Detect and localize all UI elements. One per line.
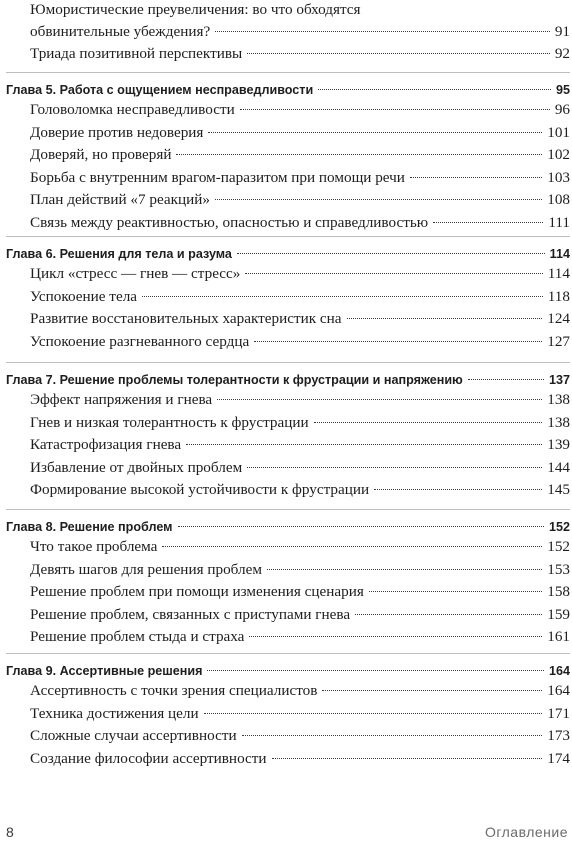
footer-section-title: Оглавление	[484, 824, 568, 840]
toc-entry[interactable]	[30, 627, 570, 647]
dot-leader	[272, 758, 543, 759]
dot-leader	[204, 713, 543, 714]
toc-chapter-heading[interactable]	[6, 80, 570, 100]
toc-entry-page: 152	[547, 538, 570, 555]
toc-chapter-heading-title: Глава 5. Работа с ощущением несправедливости	[6, 83, 314, 97]
toc-entry-page: 108	[547, 191, 570, 209]
toc-entry[interactable]	[30, 605, 570, 625]
toc-entry-title: Техника достижения цели	[30, 704, 199, 722]
toc-entry-page: 174	[547, 749, 570, 767]
toc-entry-title: Борьба с внутренним врагом-паразитом при помощи речи	[30, 168, 405, 186]
toc-entry-page: 124	[547, 310, 570, 328]
dot-leader	[245, 273, 542, 274]
dot-leader	[369, 591, 542, 592]
dot-leader	[217, 399, 542, 400]
dot-leader	[162, 546, 542, 547]
toc-continuation-line1	[30, 0, 570, 20]
toc-entry-page: 161	[547, 628, 570, 646]
toc-entry-title: обвинительные убеждения?	[30, 23, 211, 40]
footer-page-number: 8	[6, 824, 14, 840]
dot-leader	[410, 177, 542, 178]
toc-entry-title: Связь между реактивностью, опасностью и справедливостью	[30, 214, 429, 231]
dot-leader	[237, 253, 545, 254]
toc-chapter-heading-page: 114	[549, 247, 570, 261]
toc-entry-title: Доверяй, но проверяй	[30, 146, 172, 164]
toc-chapter-heading-page: 95	[555, 83, 570, 97]
toc-chapter-heading-title: Глава 9. Ассертивные решения	[6, 664, 203, 678]
toc-entry-page: 138	[547, 413, 570, 431]
dot-leader	[215, 31, 550, 32]
toc-entry-page: 158	[547, 583, 570, 601]
toc-entry[interactable]	[30, 100, 570, 120]
toc-chapter-heading[interactable]	[6, 661, 570, 681]
toc-entry-title: Успокоение разгневанного сердца	[30, 332, 250, 350]
toc-entry[interactable]	[30, 309, 570, 329]
toc-entry-title: Девять шагов для решения проблем	[30, 560, 262, 578]
toc-entry-page: 173	[547, 727, 570, 745]
toc-entry-title: Ассертивность с точки зрения специалистов	[30, 682, 318, 699]
toc-entry[interactable]	[30, 44, 570, 64]
toc-chapter-heading-page: 137	[548, 373, 570, 387]
toc-entry-page: 101	[547, 123, 570, 141]
toc-entry-page: 114	[547, 265, 570, 282]
dot-leader	[240, 109, 550, 110]
toc-entry-page: 118	[547, 287, 570, 305]
toc-entry[interactable]	[30, 749, 570, 769]
dot-leader	[433, 222, 543, 223]
toc-entry-title: Избавление от двойных проблем	[30, 458, 243, 476]
toc-entry-title: Цикл «стресс — гнев — стресс»	[30, 265, 241, 282]
toc-entry-title: Развитие восстановительных характеристик сна	[30, 310, 342, 328]
toc-entry-page: 171	[547, 704, 570, 722]
toc-entry-page: 102	[547, 146, 570, 164]
toc-entry-title: Решение проблем стыда и страха	[30, 628, 245, 646]
dot-leader	[374, 489, 542, 490]
toc-entry[interactable]	[30, 190, 570, 210]
toc-entry-title: Создание философии ассертивности	[30, 749, 267, 767]
toc-entry-title: Решение проблем при помощи изменения сценария	[30, 583, 364, 601]
toc-chapter-heading-title: Глава 7. Решение проблемы толерантности к фрустрации и напряжению	[6, 373, 463, 387]
dot-leader	[249, 636, 542, 637]
toc-entry-title: План действий «7 реакций»	[30, 191, 211, 209]
toc-entry[interactable]	[30, 435, 570, 455]
dot-leader	[347, 318, 543, 319]
dot-leader	[207, 670, 544, 671]
toc-entry[interactable]	[30, 458, 570, 478]
toc-entry[interactable]	[30, 168, 570, 188]
toc-chapter-heading-page: 164	[548, 664, 570, 678]
section-divider	[6, 509, 570, 510]
toc-entry-title: Эффект напряжения и гнева	[30, 391, 213, 408]
toc-chapter-heading-title: Глава 6. Решения для тела и разума	[6, 247, 232, 261]
toc-entry[interactable]	[30, 537, 570, 557]
toc-entry[interactable]	[30, 560, 570, 580]
dot-leader	[247, 467, 542, 468]
toc-entry[interactable]	[30, 480, 570, 500]
toc-entry-page: 127	[547, 332, 570, 350]
toc-entry[interactable]	[30, 726, 570, 746]
dot-leader	[242, 735, 543, 736]
toc-entry-title: Головоломка несправедливости	[30, 101, 235, 118]
section-divider	[6, 653, 570, 654]
toc-entry-page: 91	[554, 23, 570, 40]
dot-leader	[247, 53, 550, 54]
toc-entry-title: Катастрофизация гнева	[30, 436, 182, 454]
toc-entry-page: 145	[547, 481, 570, 499]
dot-leader	[468, 379, 544, 380]
toc-entry-page: 139	[547, 436, 570, 454]
toc-entry[interactable]	[30, 582, 570, 602]
toc-entry-page: 92	[554, 45, 570, 62]
toc-entry-title: Сложные случаи ассертивности	[30, 727, 237, 745]
section-divider	[6, 236, 570, 237]
dot-leader	[176, 154, 542, 155]
toc-chapter-heading[interactable]	[6, 370, 570, 390]
toc-entry-title: Формирование высокой устойчивости к фрустрации	[30, 481, 370, 499]
toc-chapter-heading[interactable]	[6, 244, 570, 264]
toc-chapter-heading[interactable]	[6, 517, 570, 537]
toc-entry-page: 144	[547, 458, 570, 476]
toc-entry-title: Успокоение тела	[30, 287, 138, 305]
toc-entry-title: Доверие против недоверия	[30, 123, 204, 141]
dot-leader	[178, 526, 544, 527]
dot-leader	[314, 422, 543, 423]
toc-entry-page: 111	[548, 214, 570, 231]
toc-entry-page: 96	[554, 101, 570, 118]
toc-entry-title: Что такое проблема	[30, 538, 158, 555]
toc-entry-title: Триада позитивной перспективы	[30, 45, 243, 62]
toc-entry[interactable]	[30, 704, 570, 724]
toc-entry-page: 159	[547, 605, 570, 623]
dot-leader	[355, 614, 542, 615]
toc-entry[interactable]	[30, 213, 570, 233]
dot-leader	[142, 296, 543, 297]
page-footer	[6, 824, 568, 840]
toc-entry-page: 164	[547, 682, 570, 699]
toc-entry-page: 103	[547, 168, 570, 186]
toc-chapter-heading-page: 152	[548, 520, 570, 534]
toc-entry-title: Решение проблем, связанных с приступами гнева	[30, 605, 351, 623]
toc-entry-page: 138	[547, 391, 570, 408]
toc-entry-page: 153	[547, 560, 570, 578]
dot-leader	[186, 444, 542, 445]
toc-entry[interactable]	[30, 123, 570, 143]
toc-entry-title: Гнев и низкая толерантность к фрустрации	[30, 413, 309, 431]
dot-leader	[267, 569, 542, 570]
toc-entry-title: Юмористические преувеличения: во что обходятся	[30, 1, 361, 18]
toc-entry[interactable]	[30, 264, 570, 284]
dot-leader	[318, 89, 551, 90]
toc-entry[interactable]	[30, 390, 570, 410]
dot-leader	[208, 132, 542, 133]
toc-chapter-heading-title: Глава 8. Решение проблем	[6, 520, 173, 534]
toc-entry[interactable]	[30, 22, 570, 42]
toc-entry[interactable]	[30, 413, 570, 433]
dot-leader	[215, 199, 542, 200]
toc-entry[interactable]	[30, 145, 570, 165]
dot-leader	[254, 341, 542, 342]
toc-entry[interactable]	[30, 332, 570, 352]
toc-entry[interactable]	[30, 681, 570, 701]
toc-entry[interactable]	[30, 287, 570, 307]
dot-leader	[322, 690, 542, 691]
section-divider	[6, 362, 570, 363]
section-divider	[6, 72, 570, 73]
